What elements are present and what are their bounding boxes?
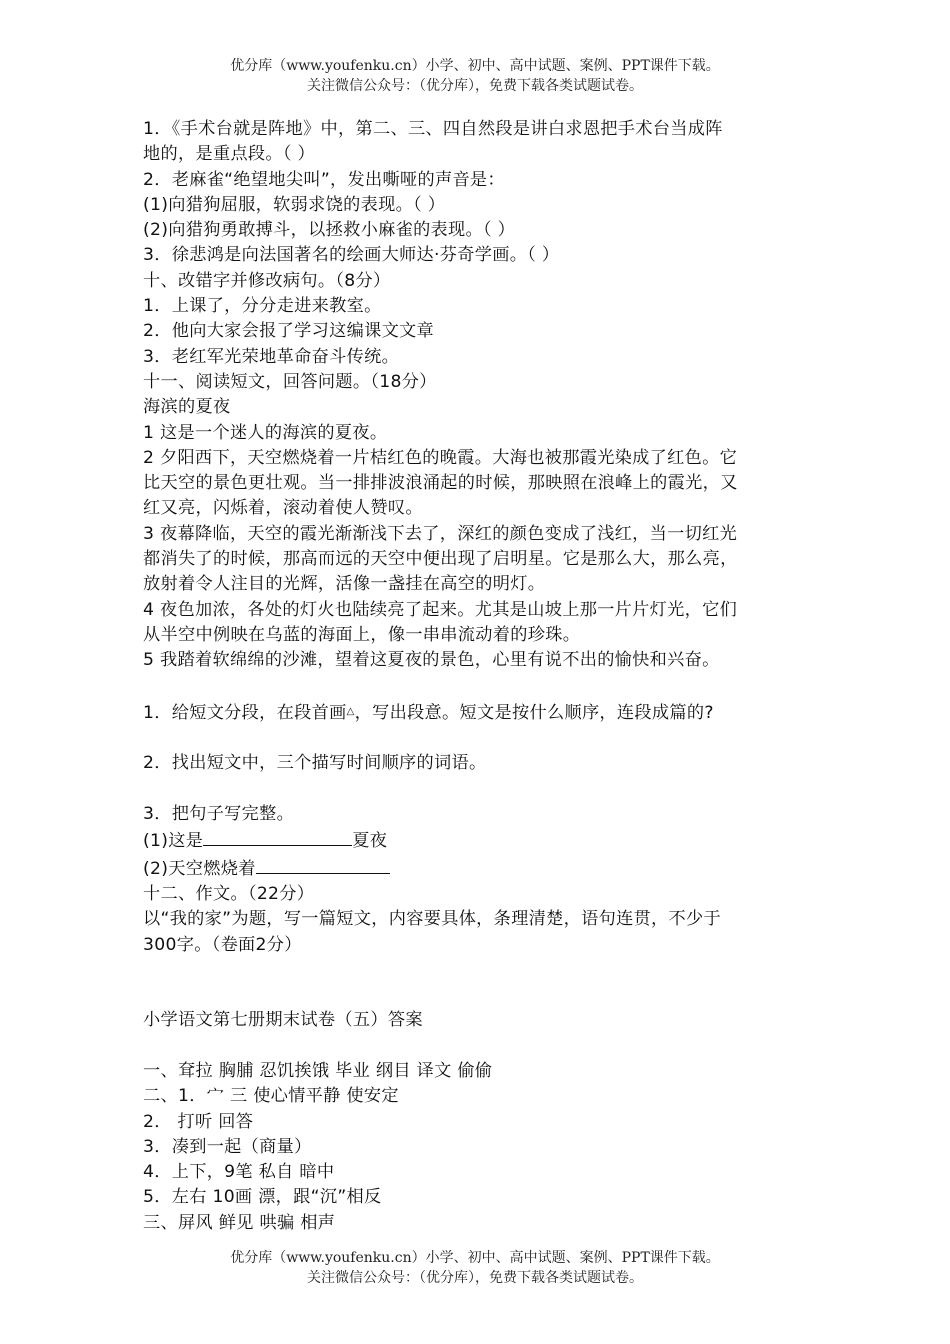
header-line-2: 关注微信公众号：（优分库），免费下载各类试题试卷。 (307, 78, 643, 94)
section12-title: 十二、作文。（22分） (143, 883, 315, 904)
judge-q2-option2: (2)向猎狗勇敢搏斗，以拯救小麻雀的表现。（ ） (143, 220, 516, 241)
passage-paragraph: 都消失了的时候，那高而远的天空中便出现了启明星。它是那么大，那么亮， (143, 549, 738, 570)
passage-paragraph: 1 这是一个迷人的海滨的夏夜。 (143, 422, 388, 443)
reading-question-1: 1．给短文分段，在段首画△，写出段意。短文是按什么顺序，连段成篇的? (143, 702, 714, 723)
passage-paragraph: 5 我踏着软绵绵的沙滩，望着这夏夜的景色，心里有说不出的愉快和兴奋。 (143, 650, 720, 671)
section10-item: 2．他向大家会报了学习这编课文文章 (143, 321, 435, 342)
section11-title: 十一、阅读短文，回答问题。（18分） (143, 371, 437, 392)
judge-q1-line1: 1．《手术台就是阵地》中，第二、三、四自然段是讲白求恩把手术台当成阵 (143, 119, 723, 139)
passage-paragraph: 比天空的景色更壮观。当一排排波浪涌起的时候，那映照在浪峰上的霞光，又 (143, 473, 738, 494)
answer-line: 3．凑到一起（商量） (143, 1136, 312, 1157)
fill-in-sentence-2: (2)天空燃烧着 (143, 855, 815, 882)
triangle-mark: △ (346, 705, 355, 717)
document-body (143, 117, 815, 1236)
answer-line: 三、屏风 鲜见 哄骗 相声 (143, 1212, 336, 1233)
answer-line: 4．上下，9笔 私自 暗中 (143, 1162, 335, 1183)
judge-q3: 3．徐悲鸿是向法国著名的绘画大师达·芬奇学画。（ ） (143, 245, 560, 266)
reading-question-2: 2．找出短文中，三个描写时间顺序的词语。 (143, 753, 487, 774)
answer-blank[interactable] (203, 827, 352, 846)
passage-paragraph: 4 夜色加浓，各处的灯火也陆续亮了起来。尤其是山坡上那一片片灯光，它们 (143, 599, 738, 620)
essay-prompt-line1: 以“我的家”为题，写一篇短文，内容要具体，条理清楚，语句连贯，不少于 (143, 909, 722, 930)
answers-title: 小学语文第七册期末试卷（五）答案 (143, 1010, 423, 1031)
judge-q2: 2．老麻雀“绝望地尖叫”，发出嘶哑的声音是： (143, 169, 505, 190)
essay-prompt-line2: 300字。（卷面2分） (143, 934, 302, 955)
section10-item: 3．老红军光荣地革命奋斗传统。 (143, 346, 400, 367)
answer-blank[interactable] (256, 855, 390, 874)
passage-paragraph: 放射着令人注目的光辉，活像一盏挂在高空的明灯。 (143, 574, 546, 595)
reading-question-3: 3．把句子写完整。 (143, 804, 295, 825)
answer-line: 二、1．宀 三 使心情平静 使安定 (143, 1086, 399, 1107)
footer-line-2: 关注微信公众号：（优分库），免费下载各类试题试卷。 (307, 1270, 643, 1286)
answer-line: 一、耷拉 胸脯 忍饥挨饿 毕业 纲目 译文 偷偷 (143, 1060, 493, 1081)
passage-paragraph: 2 夕阳西下，天空燃烧着一片桔红色的晚霞。大海也被那霞光染成了红色。它 (143, 447, 738, 468)
fill-in-sentence-1: (1)这是 夏夜 (143, 827, 815, 854)
section10-item: 1．上课了，分分走进来教室。 (143, 296, 382, 317)
page-footer (0, 1248, 950, 1288)
passage-title: 海滨的夏夜 (143, 397, 231, 418)
section10-title: 十、改错字并修改病句。（8分） (143, 270, 391, 291)
passage-paragraph: 从半空中例映在乌蓝的海面上，像一串串流动着的珍珠。 (143, 624, 581, 645)
page-header (0, 56, 950, 96)
answer-line: 5．左右 10画 漂，跟“沉”相反 (143, 1187, 382, 1208)
footer-line-1: 优分库（www.youfenku.cn）小学、初中、高中试题、案例、PPT课件下载。 (230, 1250, 720, 1266)
judge-q1-line2: 地的，是重点段。（ ） (143, 144, 316, 165)
judge-q2-option1: (1)向猎狗屈服，软弱求饶的表现。（ ） (143, 194, 446, 215)
answer-line: 2． 打听 回答 (143, 1111, 254, 1132)
passage-paragraph: 3 夜幕降临，天空的霞光渐渐浅下去了，深红的颜色变成了浅红，当一切红光 (143, 523, 738, 544)
header-line-1: 优分库（www.youfenku.cn）小学、初中、高中试题、案例、PPT课件下载。 (230, 58, 720, 74)
passage-paragraph: 红又亮，闪烁着，滚动着使人赞叹。 (143, 498, 423, 519)
